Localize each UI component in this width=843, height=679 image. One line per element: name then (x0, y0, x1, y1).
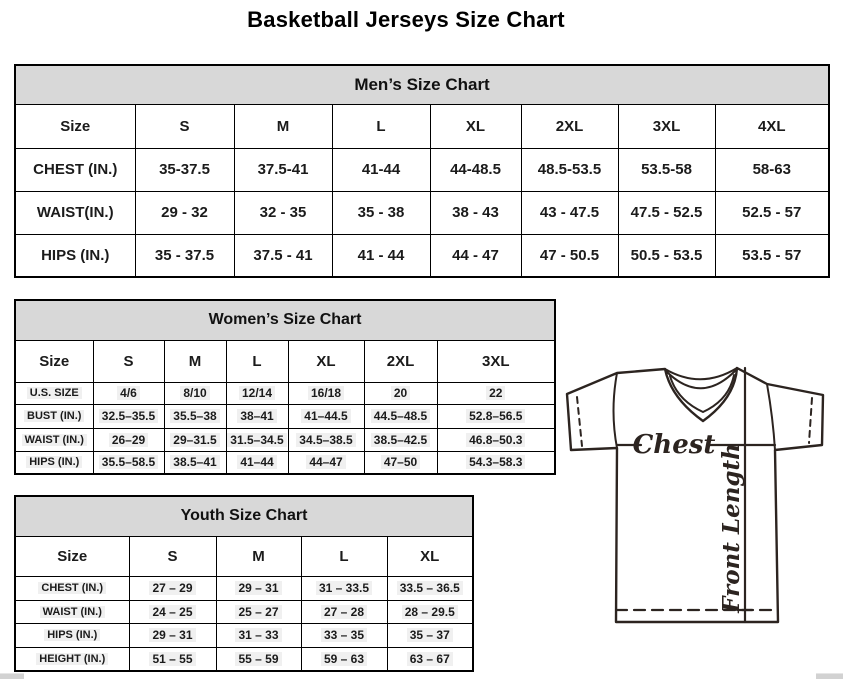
row-label: CHEST (IN.) (38, 582, 106, 594)
cell-value: 35 - 37.5 (135, 234, 234, 277)
col-header: L (226, 340, 288, 382)
youth-table-title: Youth Size Chart (15, 496, 473, 536)
col-header: L (301, 536, 387, 576)
table-header-row (15, 536, 473, 576)
cell-value: 38 - 43 (430, 191, 521, 234)
cell-value: 35-37.5 (135, 148, 234, 191)
womens-size-table (14, 299, 556, 475)
cell-value: 41–44.5 (301, 409, 350, 423)
row-label: HIPS (IN.) (26, 456, 82, 468)
cell-value: 38–41 (237, 409, 276, 423)
front-length-measure-label: Front Length (718, 443, 745, 613)
col-header: S (129, 536, 216, 576)
cell-value: 4/6 (117, 386, 140, 400)
cell-value: 47.5 - 52.5 (618, 191, 715, 234)
row-label: CHEST (IN.) (15, 148, 135, 191)
horizontal-scrollbar-fragment-right[interactable] (816, 673, 843, 679)
row-label: HEIGHT (IN.) (36, 653, 108, 665)
col-header: S (93, 340, 164, 382)
youth-size-table (14, 495, 474, 672)
cell-value: 59 – 63 (321, 652, 367, 666)
col-header: XL (387, 536, 473, 576)
row-label: HIPS (IN.) (44, 629, 100, 641)
cell-value: 52.8–56.5 (466, 409, 525, 423)
col-header: 3XL (437, 340, 555, 382)
cell-value: 12/14 (239, 386, 275, 400)
cell-value: 27 – 28 (321, 605, 367, 619)
mens-table-title: Men’s Size Chart (15, 65, 829, 104)
cell-value: 8/10 (180, 386, 209, 400)
col-header: M (234, 104, 332, 148)
cell-value: 52.5 - 57 (715, 191, 829, 234)
cell-value: 24 – 25 (149, 605, 195, 619)
cell-value: 54.3–58.3 (466, 455, 525, 469)
col-header: 2XL (521, 104, 618, 148)
table-header-row (15, 340, 555, 382)
cell-value: 31 – 33 (235, 628, 281, 642)
mens-size-table (14, 64, 830, 278)
cell-value: 35.5–58.5 (99, 455, 158, 469)
size-header-label: Size (15, 104, 135, 148)
table-header-row (15, 104, 829, 148)
cell-value: 29 – 31 (149, 628, 195, 642)
cell-value: 43 - 47.5 (521, 191, 618, 234)
cell-value: 47–50 (381, 455, 420, 469)
table-title-row (15, 65, 829, 104)
cell-value: 26–29 (109, 433, 148, 447)
row-label: U.S. SIZE (27, 387, 82, 399)
cell-value: 32 - 35 (234, 191, 332, 234)
row-label: WAIST (IN.) (22, 434, 87, 446)
table-row (15, 647, 473, 671)
col-header: 3XL (618, 104, 715, 148)
cell-value: 28 – 29.5 (402, 605, 458, 619)
table-row (15, 623, 473, 647)
cell-value: 38.5–42.5 (371, 433, 430, 447)
page-title: Basketball Jerseys Size Chart (247, 7, 565, 32)
cell-value: 34.5–38.5 (296, 433, 355, 447)
jersey-measurement-diagram (555, 356, 839, 628)
table-row (15, 148, 829, 191)
size-header-label: Size (15, 536, 129, 576)
cell-value: 29–31.5 (170, 433, 219, 447)
table-row (15, 451, 555, 474)
cell-value: 32.5–35.5 (99, 409, 158, 423)
cell-value: 46.8–50.3 (466, 433, 525, 447)
chest-measure-label: Chest (632, 430, 716, 460)
cell-value: 35 - 38 (332, 191, 430, 234)
cell-value: 41 - 44 (332, 234, 430, 277)
table-row (15, 382, 555, 404)
cell-value: 33.5 – 36.5 (397, 581, 463, 595)
jersey-outline-icon (555, 356, 839, 628)
cell-value: 44–47 (306, 455, 345, 469)
cell-value: 37.5 - 41 (234, 234, 332, 277)
cell-value: 22 (486, 386, 505, 400)
table-title-row (15, 496, 473, 536)
cell-value: 55 – 59 (235, 652, 281, 666)
cell-value: 27 – 29 (149, 581, 195, 595)
col-header: XL (288, 340, 364, 382)
cell-value: 44.5–48.5 (371, 409, 430, 423)
cell-value: 41-44 (332, 148, 430, 191)
row-label: WAIST(IN.) (15, 191, 135, 234)
cell-value: 38.5–41 (170, 455, 219, 469)
cell-value: 48.5-53.5 (521, 148, 618, 191)
col-header: M (164, 340, 226, 382)
cell-value: 41–44 (237, 455, 276, 469)
col-header: S (135, 104, 234, 148)
cell-value: 53.5 - 57 (715, 234, 829, 277)
cell-value: 44 - 47 (430, 234, 521, 277)
table-row (15, 600, 473, 623)
cell-value: 44-48.5 (430, 148, 521, 191)
cell-value: 16/18 (308, 386, 344, 400)
cell-value: 29 - 32 (135, 191, 234, 234)
table-row (15, 404, 555, 428)
cell-value: 58-63 (715, 148, 829, 191)
cell-value: 35.5–38 (170, 409, 219, 423)
col-header: L (332, 104, 430, 148)
cell-value: 63 – 67 (407, 652, 453, 666)
cell-value: 50.5 - 53.5 (618, 234, 715, 277)
row-label: WAIST (IN.) (40, 606, 105, 618)
cell-value: 31 – 33.5 (316, 581, 372, 595)
table-row (15, 428, 555, 451)
cell-value: 35 – 37 (407, 628, 453, 642)
col-header: 4XL (715, 104, 829, 148)
table-row (15, 234, 829, 277)
col-header: M (216, 536, 301, 576)
womens-table-title: Women’s Size Chart (15, 300, 555, 340)
cell-value: 20 (391, 386, 410, 400)
size-header-label: Size (15, 340, 93, 382)
col-header: 2XL (364, 340, 437, 382)
row-label: HIPS (IN.) (15, 234, 135, 277)
row-label: BUST (IN.) (24, 410, 84, 422)
cell-value: 47 - 50.5 (521, 234, 618, 277)
table-title-row (15, 300, 555, 340)
col-header: XL (430, 104, 521, 148)
cell-value: 29 – 31 (235, 581, 281, 595)
cell-value: 25 – 27 (235, 605, 281, 619)
cell-value: 31.5–34.5 (227, 433, 286, 447)
horizontal-scrollbar-fragment-left[interactable] (0, 673, 24, 679)
table-row (15, 576, 473, 600)
cell-value: 33 – 35 (321, 628, 367, 642)
cell-value: 37.5-41 (234, 148, 332, 191)
cell-value: 51 – 55 (149, 652, 195, 666)
table-row (15, 191, 829, 234)
cell-value: 53.5-58 (618, 148, 715, 191)
